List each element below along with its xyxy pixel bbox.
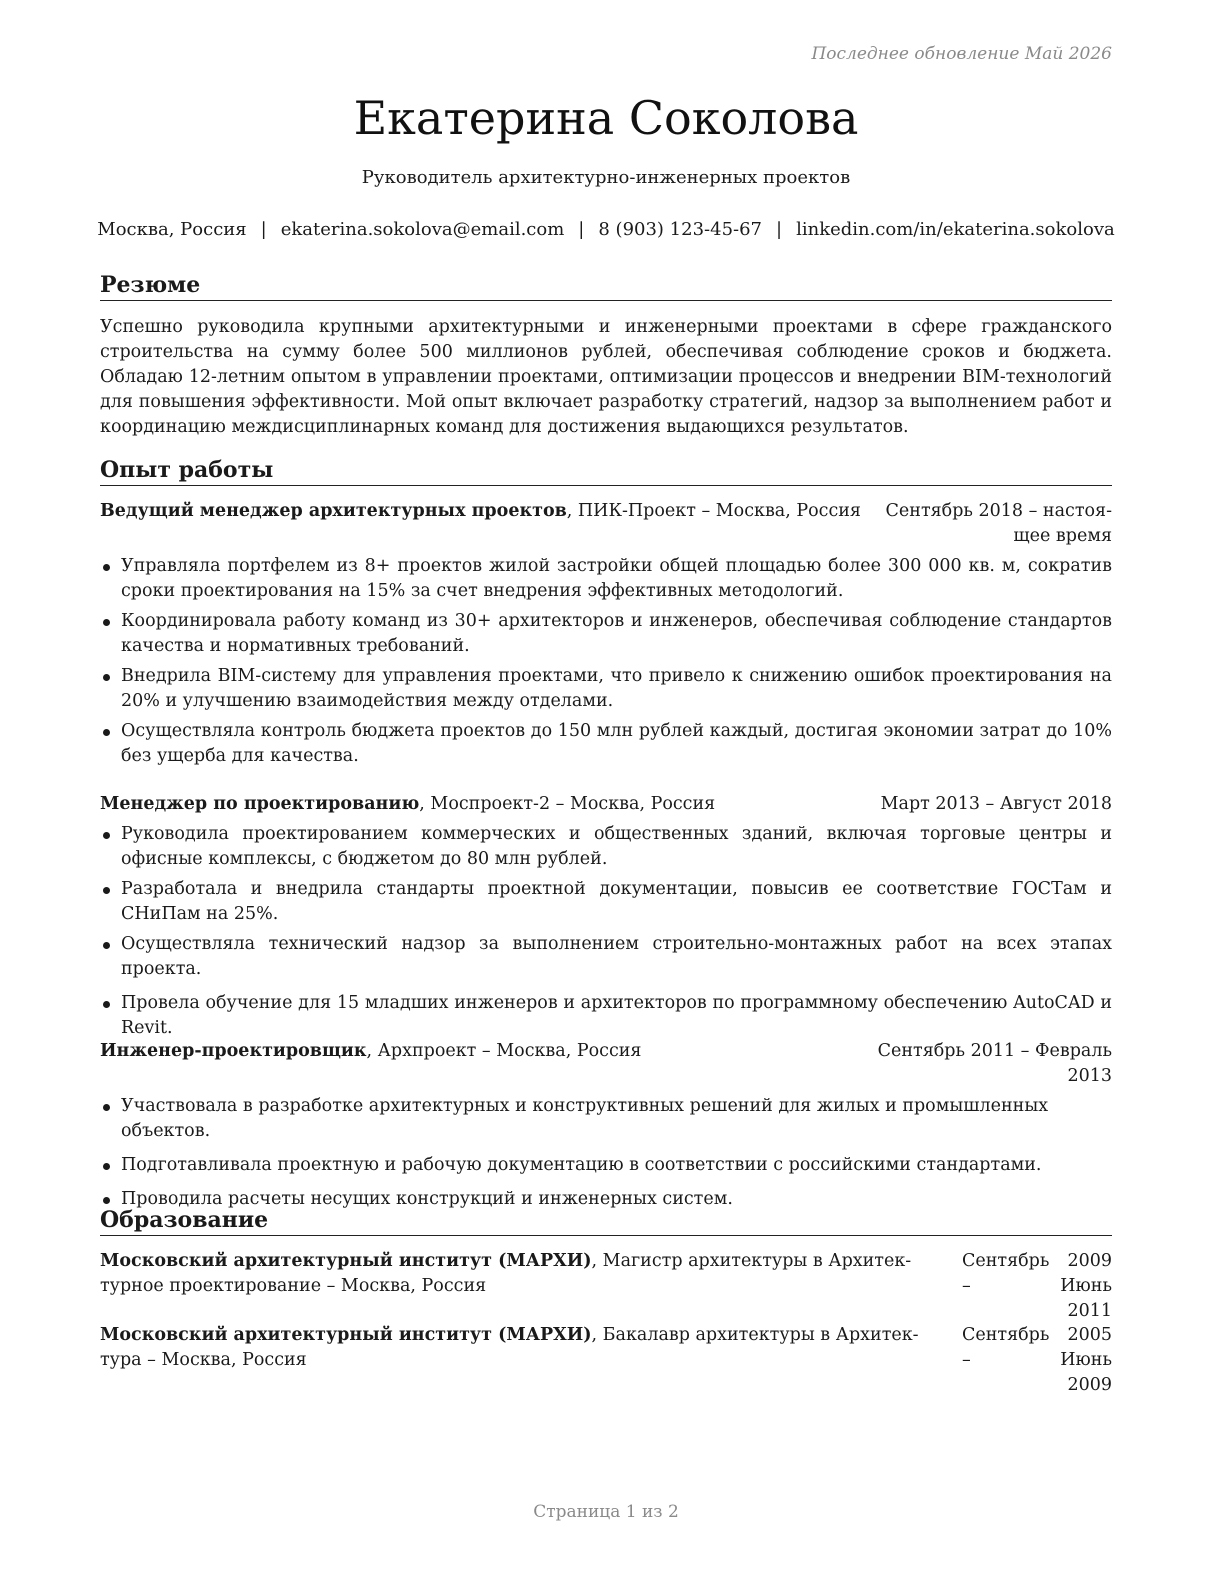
job-dates xyxy=(878,1039,1112,1089)
contact-location: Москва, Россия xyxy=(97,219,247,240)
job-title-line xyxy=(100,792,715,817)
education-line xyxy=(100,1323,970,1348)
education-degree xyxy=(100,1249,970,1299)
job-header xyxy=(100,1039,1112,1089)
list-item: Осуществляла технический надзор за выполнением строительно-монтажных работ на всех этапах проекта. xyxy=(100,932,1112,982)
job-company: , Архпроект – Москва, Россия xyxy=(366,1041,642,1061)
education-dates-line: Сентябрь 2005 – Июнь xyxy=(962,1325,1112,1370)
job-bullets xyxy=(100,1094,1120,1217)
list-item: Управляла портфелем из 8+ проектов жилой застройки общей площадью более 300 000 кв. м, сократив сроки проектирования на 15% за счет внедрения эффективных методологий. xyxy=(100,554,1112,604)
job-role: Инженер-проектировщик xyxy=(100,1041,367,1061)
education-dates-line: 2011 xyxy=(1067,1301,1112,1321)
section-heading-summary: Резюме xyxy=(100,271,1112,301)
education-line: тура – Москва, Россия xyxy=(100,1350,307,1370)
list-item: Участвовала в разработке архитектурных и конструктивных решений для жилых и промышленных объектов. xyxy=(100,1094,1120,1144)
education-entry xyxy=(100,1323,1112,1395)
list-item: Проводила расчеты несущих конструкций и инженерных систем. xyxy=(100,1187,1120,1212)
job-dates-line: щее время xyxy=(1013,526,1112,546)
job-bullets xyxy=(100,822,1112,1046)
resume-page xyxy=(97,0,1115,1584)
education-entry xyxy=(100,1249,1112,1321)
list-item: Подготавливала проектную и рабочую документацию в соответствии с российскими стандартами. xyxy=(100,1153,1120,1178)
job-header xyxy=(100,499,1112,549)
job-company: , Моспроект-2 – Москва, Россия xyxy=(419,794,716,814)
job-dates-line: Сентябрь 2011 – Февраль xyxy=(877,1041,1112,1061)
last-updated: Последнее обновление Май 2026 xyxy=(811,44,1112,64)
education-degree-text: , Бакалавр архитектуры в Архитек- xyxy=(591,1325,919,1345)
job-bullets xyxy=(100,554,1112,774)
contact-email[interactable]: ekaterina.sokolova@email.com xyxy=(280,219,565,240)
education-school: Московский архитектурный институт (МАРХИ) xyxy=(100,1325,592,1345)
education-dates-line: Сентябрь 2009 – Июнь xyxy=(962,1251,1112,1296)
section-heading-experience: Опыт работы xyxy=(100,456,1112,486)
education-dates xyxy=(962,1323,1112,1398)
section-heading-education: Образование xyxy=(100,1206,1112,1236)
list-item: Координировала работу команд из 30+ архитекторов и инженеров, обеспечивая соблюдение стандартов качества и нормативных требований. xyxy=(100,609,1112,659)
job-role: Ведущий менеджер архитектурных проектов xyxy=(100,501,567,521)
list-item: Осуществляла контроль бюджета проектов до 150 млн рублей каждый, достигая экономии затрат до 10% без ущерба для качества. xyxy=(100,719,1112,769)
summary-text: Успешно руководила крупными архитектурными и инженерными проектами в сфере гражданского строительства на сумму более 500 миллионов рублей, обеспечивая соблюдение сроков и бюджета. Обладаю 12-летним опытом в управлении проектами, оптимизации процессов и внедрении BIM-технологий для повышения эффективности. Мой опыт включает разработку стратегий, надзор за выполнением работ и координацию междисциплинарных команд для достижения выдающихся результатов. xyxy=(100,317,1112,437)
job-dates-line: Март 2013 – Август 2018 xyxy=(880,794,1112,814)
candidate-name: Екатерина Соколова xyxy=(353,91,859,145)
list-item: Внедрила BIM-систему для управления проектами, что привело к снижению ошибок проектирования на 20% и улучшению взаимодействия между отделами. xyxy=(100,664,1112,714)
education-dates-line: 2009 xyxy=(1067,1375,1112,1395)
education-degree-text: , Магистр архитектуры в Архитек- xyxy=(591,1251,912,1271)
contact-separator: | xyxy=(578,219,585,240)
candidate-title: Руководитель архитектурно-инженерных проектов xyxy=(361,167,851,188)
job-company: , ПИК-Проект – Москва, Россия xyxy=(566,501,861,521)
page-number: Страница 1 из 2 xyxy=(533,1502,679,1522)
list-item: Разработала и внедрила стандарты проектной документации, повысив ее соответствие ГОСТам и СНиПам на 25%. xyxy=(100,877,1112,927)
education-degree xyxy=(100,1323,970,1373)
education-dates xyxy=(962,1249,1112,1324)
contact-phone: 8 (903) 123-45-67 xyxy=(598,219,763,240)
education-line: турное проектирование – Москва, Россия xyxy=(100,1276,487,1296)
education-school: Московский архитектурный институт (МАРХИ) xyxy=(100,1251,592,1271)
contact-line xyxy=(92,219,1120,240)
job-dates xyxy=(886,499,1112,549)
job-header xyxy=(100,792,1112,817)
job-title-line xyxy=(100,1039,641,1064)
list-item: Руководила проектированием коммерческих и общественных зданий, включая торговые центры и офисные комплексы, с бюджетом до 80 млн рублей. xyxy=(100,822,1112,872)
contact-separator: | xyxy=(776,219,783,240)
contact-separator: | xyxy=(260,219,267,240)
list-item: Провела обучение для 15 младших инженеров и архитекторов по программному обеспечению AutoCAD и Revit. xyxy=(100,991,1112,1041)
education-line xyxy=(100,1249,970,1274)
job-title-line xyxy=(100,499,861,524)
job-dates xyxy=(881,792,1112,817)
job-role: Менеджер по проектированию xyxy=(100,794,420,814)
contact-linkedin[interactable]: linkedin.com/in/ekaterina.sokolova xyxy=(796,219,1115,240)
job-dates-line: Сентябрь 2018 – настоя- xyxy=(885,501,1112,521)
job-dates-line: 2013 xyxy=(1067,1066,1112,1086)
